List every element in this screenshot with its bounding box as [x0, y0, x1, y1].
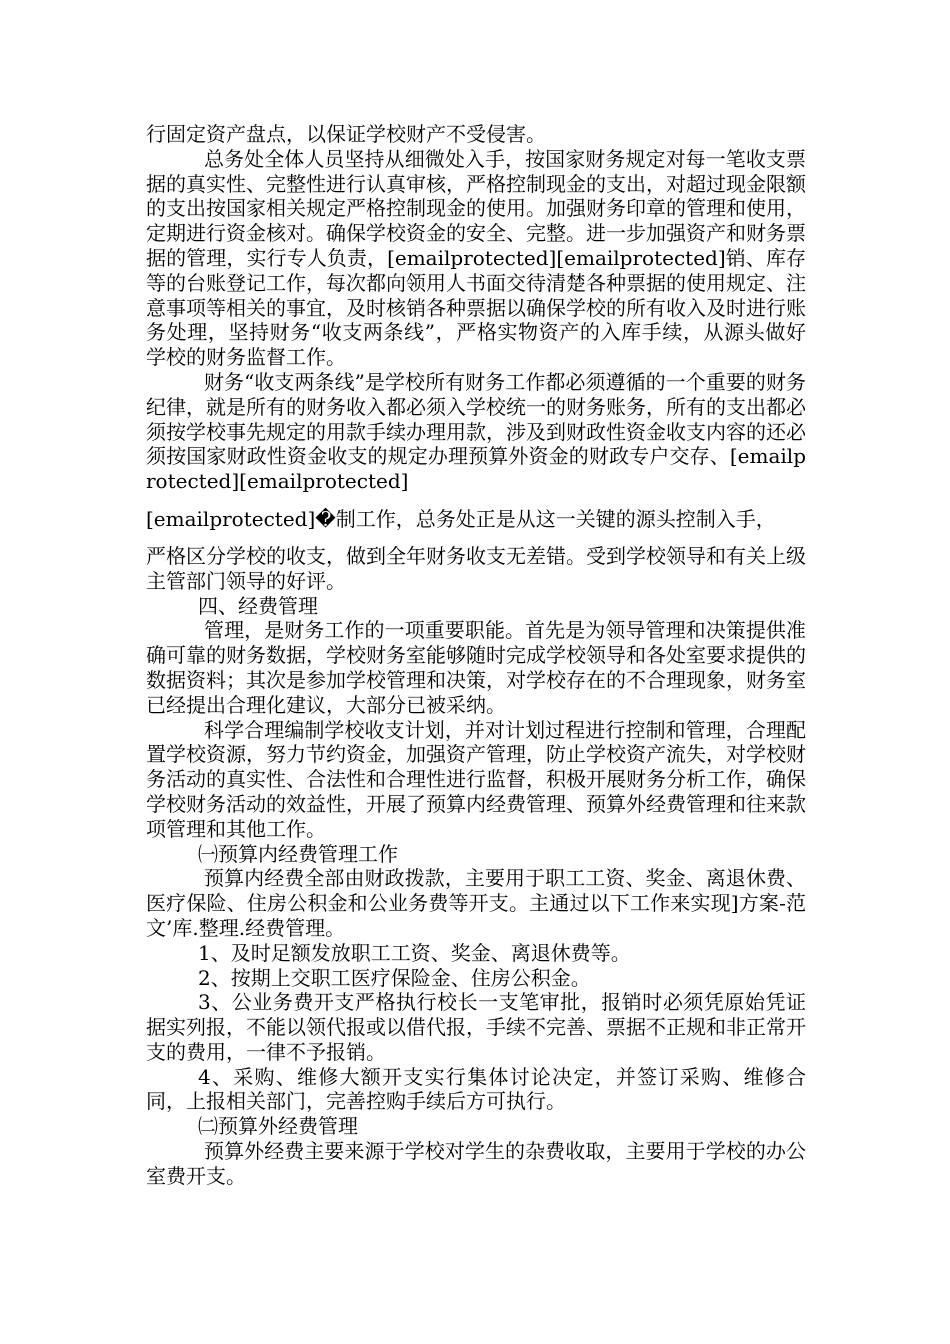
- subheading-extra-budget-funds: ㈡预算外经费管理: [198, 1114, 358, 1139]
- list-item-3: 3、公业务费开支严格执行校长一支笔审批，报销时必须凭原始凭证据实列报，不能以领代报或以借代报，手续不完善、票据不正规和非正常开支的费用，一律不予报销。: [146, 990, 806, 1064]
- subheading-in-budget-funds: ㈠预算内经费管理工作: [198, 841, 398, 866]
- list-item-1: 1、及时足额发放职工工资、奖金、离退休费等。: [198, 940, 631, 965]
- paragraph-extra-budget-funds: 预算外经费主要来源于学校对学生的杂费收取，主要用于学校的办公室费开支。: [146, 1139, 806, 1188]
- paragraph-general-affairs: 总务处全体人员坚持从细微处入手，按国家财务规定对每一笔收支票据的真实性、完整性进行认真审核，严格控制现金的支出，对超过现金限额的支出按国家相关规定严格控制现金的使用。加强财务印章的管理和使用，定期进行资金核对。确保学校资金的安全、完整。进一步加强资产和财务票据的管理，实行专人负责，[emailprotected][emailprotected]销、库存等的台账登记工作，每次都向领用人书面交待清楚各种票据的使用规定、注意事项等相关的事宜，及时核销各种票据以确保学校的所有收入及时进行账务处理，坚持财务“收支两条线”，严格实物资产的入库手续，从源头做好学校的财务监督工作。: [146, 146, 806, 370]
- list-item-4: 4、采购、维修大额开支实行集体讨论决定，并签订采购、维修合同，上报相关部门，完善控购手续后方可执行。: [146, 1064, 806, 1114]
- list-item-2: 2、按期上交职工医疗保险金、住房公积金。: [198, 965, 591, 990]
- paragraph-management-function: 管理，是财务工作的一项重要职能。首先是为领导管理和决策提供准确可靠的财务数据，学校财务室能够随时完成学校领导和各处室要求提供的数据资料；其次是参加学校管理和决策，对学校存在的不合理现象，财务室已经提出合理化建议，大部分已被采纳。: [146, 618, 806, 717]
- paragraph-asset-inventory: 行固定资产盘点，以保证学校财产不受侵害。: [146, 122, 546, 146]
- section-heading-funds-management: 四、经费管理: [198, 593, 318, 618]
- document-body: [146, 122, 806, 1189]
- paragraph-control-work: [emailprotected]�制工作，总务处正是从这一关键的源头控制入手，: [146, 506, 776, 531]
- paragraph-in-budget-funds: 预算内经费全部由财政拨款，主要用于职工工资、奖金、离退休费、医疗保险、住房公积金和公业务费等开支。主通过以下工作来实现]方案-范文’库.整理.经费管理。: [146, 866, 806, 940]
- paragraph-budget-planning: 科学合理编制学校收支计划，并对计划过程进行控制和管理，合理配置学校资源，努力节约资金，加强资产管理，防止学校资产流失，对学校财务活动的真实性、合法性和合理性进行监督，积极开展财务分析工作，确保学校财务活动的效益性，开展了预算内经费管理、预算外经费管理和往来款项管理和其他工作。: [146, 717, 806, 841]
- paragraph-distinguish-income: 严格区分学校的收支，做到全年财务收支无差错。受到学校领导和有关上级主管部门领导的好评。: [146, 543, 806, 593]
- paragraph-two-lines-rule: 财务“收支两条线”是学校所有财务工作都必须遵循的一个重要的财务纪律，就是所有的财务收入都必须入学校统一的财务账务，所有的支出都必须按学校事先规定的用款手续办理用款，涉及到财政性资金收支内容的还必须按国家财政性资金收支的规定办理预算外资金的财政专户交存、[emailprotected][emailprotected]: [146, 369, 806, 494]
